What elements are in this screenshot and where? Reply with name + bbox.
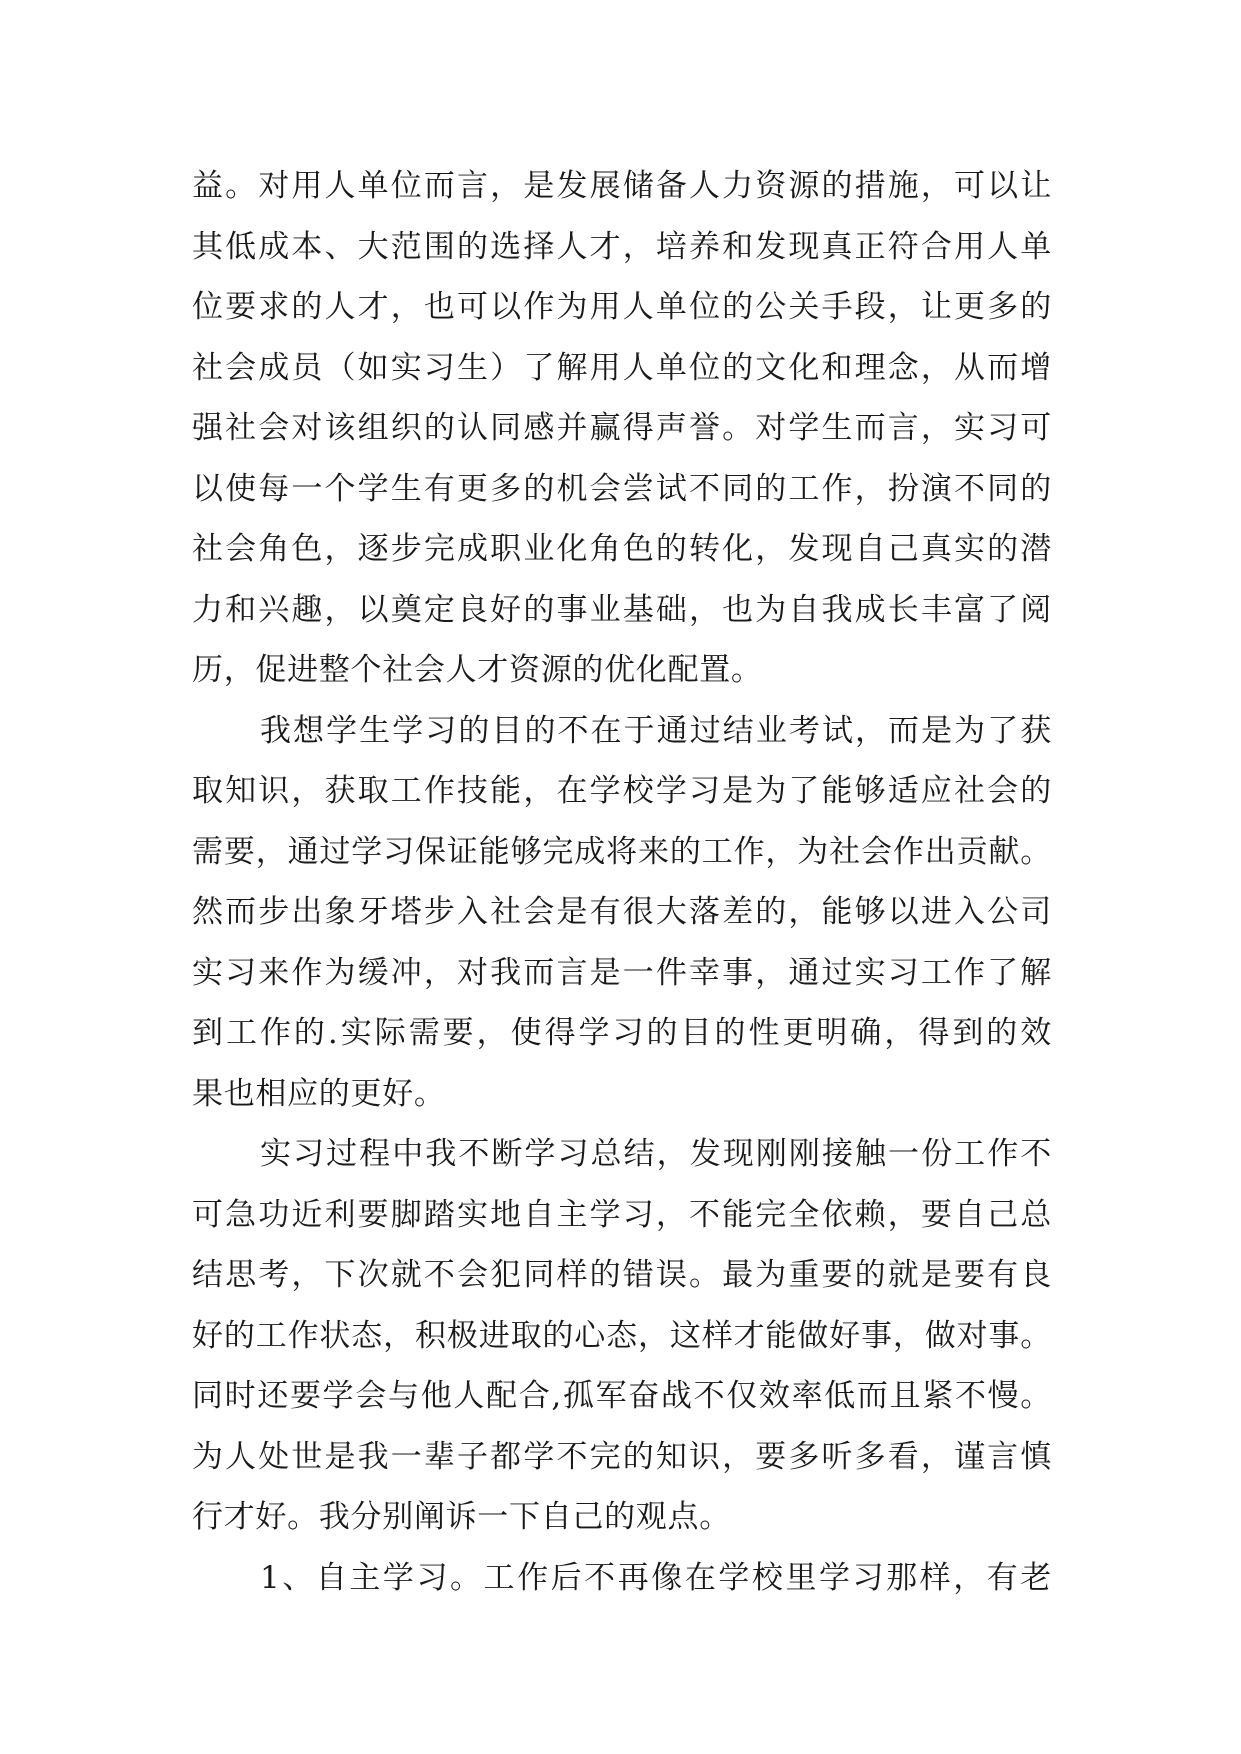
text-line: 为人处世是我一辈子都学不完的知识，要多听多看，谨言慎 <box>192 1438 1052 1475</box>
text-line: 可急功近利要脚踏实地自主学习，不能完全依赖，要自己总 <box>192 1196 1052 1233</box>
text-line: 强社会对该组织的认同感并赢得声誉。对学生而言，实习可 <box>192 410 1052 446</box>
paragraph-2 <box>192 701 1052 1125</box>
text-line: 历，促进整个社会人才资源的优化配置。 <box>192 652 763 688</box>
text-line: 行才好。我分别阐诉一下自己的观点。 <box>192 1499 731 1535</box>
text-line: 需要，通过学习保证能够完成将来的工作，为社会作出贡献。 <box>192 833 1052 870</box>
paragraph-1 <box>192 156 1052 701</box>
text-line: 位要求的人才，也可以作为用人单位的公关手段，让更多的 <box>192 289 1052 325</box>
paragraph-3 <box>192 1124 1052 1548</box>
text-line: 然而步出象牙塔步入社会是有很大落差的，能够以进入公司 <box>192 894 1052 930</box>
text-line: 社会角色，逐步完成职业化角色的转化，发现自己真实的潜 <box>192 531 1052 567</box>
paragraph-4 <box>192 1548 1052 1609</box>
text-line: 以使每一个学生有更多的机会尝试不同的工作，扮演不同的 <box>192 470 1052 507</box>
text-line: 1、自主学习。工作后不再像在学校里学习那样，有老 <box>260 1559 1052 1596</box>
text-line: 果也相应的更好。 <box>192 1075 446 1112</box>
text-line: 社会成员（如实习生）了解用人单位的文化和理念，从而增 <box>192 349 1052 386</box>
text-line: 其低成本、大范围的选择人才，培养和发现真正符合用人单 <box>192 228 1052 265</box>
text-line: 结思考，下次就不会犯同样的错误。最为重要的就是要有良 <box>192 1257 1052 1293</box>
text-line: 实习来作为缓冲，对我而言是一件幸事，通过实习工作了解 <box>192 954 1052 991</box>
text-line: 益。对用人单位而言，是发展储备人力资源的措施，可以让 <box>192 168 1052 204</box>
text-line: 同时还要学会与他人配合,孤军奋战不仅效率低而且紧不慢。 <box>192 1378 1052 1414</box>
text-line: 我想学生学习的目的不在于通过结业考试，而是为了获 <box>260 712 1052 749</box>
document-body <box>192 156 1052 1608</box>
text-line: 好的工作状态，积极进取的心态，这样才能做好事，做对事。 <box>192 1317 1052 1354</box>
text-line: 实习过程中我不断学习总结，发现刚刚接触一份工作不 <box>260 1136 1052 1172</box>
text-line: 取知识，获取工作技能，在学校学习是为了能够适应社会的 <box>192 773 1052 809</box>
text-line: 到工作的.实际需要，使得学习的目的性更明确，得到的效 <box>192 1015 1052 1051</box>
text-line: 力和兴趣，以奠定良好的事业基础，也为自我成长丰富了阅 <box>192 591 1052 628</box>
